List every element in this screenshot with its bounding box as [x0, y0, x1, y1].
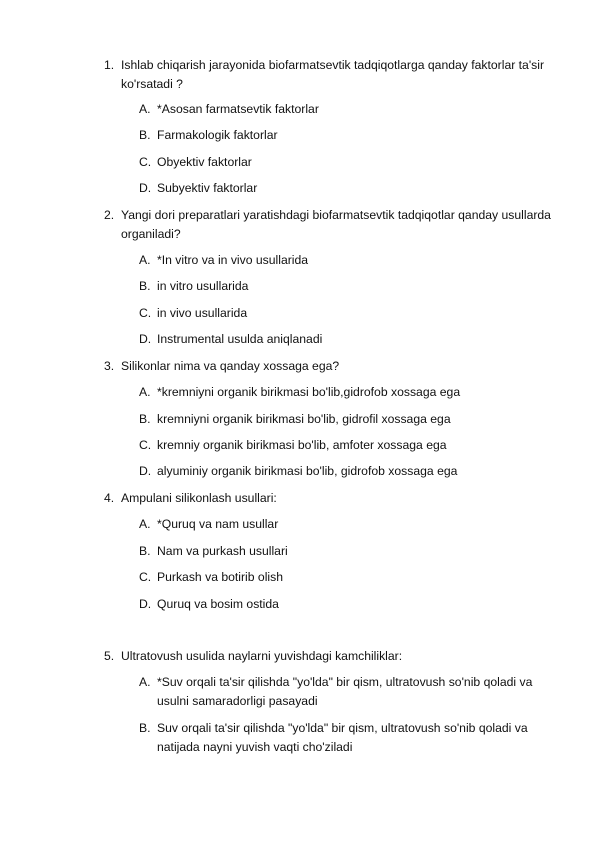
- question-number: 5.: [104, 649, 115, 663]
- question-number: 3.: [104, 359, 115, 373]
- question-3: [104, 357, 564, 376]
- option-text: *In vitro va in vivo usullarida: [157, 253, 309, 267]
- option-text: in vivo usullarida: [157, 306, 248, 320]
- option-5a: [139, 673, 554, 711]
- option-text: Obyektiv faktorlar: [157, 155, 252, 169]
- option-letter: B.: [139, 279, 151, 293]
- option-letter: C.: [139, 306, 152, 320]
- question-number: 2.: [104, 208, 115, 222]
- option-letter: B.: [139, 721, 151, 735]
- option-text: kremniyni organik birikmasi bo'lib, gidrofil xossaga ega: [157, 412, 451, 426]
- option-5b: [139, 719, 544, 757]
- question-5: [104, 647, 564, 666]
- option-2d: [139, 330, 559, 349]
- option-letter: D.: [139, 181, 152, 195]
- option-3c: [139, 436, 559, 455]
- option-letter: D.: [139, 464, 152, 478]
- option-text: Farmakologik faktorlar: [157, 128, 278, 142]
- option-text: Subyektiv faktorlar: [157, 181, 258, 195]
- option-3a: [139, 383, 559, 402]
- option-text: Instrumental usulda aniqlanadi: [157, 332, 323, 346]
- question-4: [104, 489, 564, 508]
- option-text: *Suv orqali ta'sir qilishda "yo'lda" bir qism, ultratovush so'nib qoladi va usulni samaradorligi pasayadi: [157, 675, 533, 708]
- option-letter: D.: [139, 332, 152, 346]
- option-letter: A.: [139, 517, 151, 531]
- question-number: 1.: [104, 58, 115, 72]
- question-text: Ultratovush usulida naylarni yuvishdagi kamchiliklar:: [121, 649, 403, 663]
- option-letter: D.: [139, 597, 152, 611]
- option-text: kremniy organik birikmasi bo'lib, amfoter xossaga ega: [157, 438, 447, 452]
- question-text: Ishlab chiqarish jarayonida biofarmatsevtik tadqiqotlarga qanday faktorlar ta'sir ko'rsatadi ?: [121, 58, 545, 91]
- question-text: Ampulani silikonlash usullari:: [121, 491, 277, 505]
- option-1b: [139, 126, 559, 145]
- option-letter: C.: [139, 155, 152, 169]
- option-4c: [139, 568, 559, 587]
- option-letter: B.: [139, 128, 151, 142]
- question-2: [104, 206, 564, 244]
- question-number: 4.: [104, 491, 115, 505]
- option-letter: A.: [139, 675, 151, 689]
- question-text: Yangi dori preparatlari yaratishdagi biofarmatsevtik tadqiqotlar qanday usullarda organiladi?: [121, 208, 551, 241]
- option-text: Suv orqali ta'sir qilishda "yo'lda" bir qism, ultratovush so'nib qoladi va natijada nayni yuvish vaqti cho'ziladi: [157, 721, 528, 754]
- option-letter: C.: [139, 570, 152, 584]
- option-2a: [139, 251, 559, 270]
- option-2b: [139, 277, 559, 296]
- option-letter: B.: [139, 412, 151, 426]
- option-text: alyuminiy organik birikmasi bo'lib, gidrofob xossaga ega: [157, 464, 458, 478]
- option-4d: [139, 595, 559, 614]
- option-letter: B.: [139, 544, 151, 558]
- option-1d: [139, 179, 559, 198]
- option-1a: [139, 100, 559, 119]
- option-2c: [139, 304, 559, 323]
- option-3b: [139, 410, 559, 429]
- option-text: Quruq va bosim ostida: [157, 597, 279, 611]
- option-3d: [139, 462, 559, 481]
- option-4a: [139, 515, 559, 534]
- question-1: [104, 56, 564, 94]
- option-letter: C.: [139, 438, 152, 452]
- option-text: Nam va purkash usullari: [157, 544, 288, 558]
- option-text: in vitro usullarida: [157, 279, 249, 293]
- option-text: *Quruq va nam usullar: [157, 517, 279, 531]
- option-letter: A.: [139, 102, 151, 116]
- option-letter: A.: [139, 385, 151, 399]
- question-text: Silikonlar nima va qanday xossaga ega?: [121, 359, 340, 373]
- option-text: Purkash va botirib olish: [157, 570, 283, 584]
- option-4b: [139, 542, 559, 561]
- option-letter: A.: [139, 253, 151, 267]
- option-text: *Asosan farmatsevtik faktorlar: [157, 102, 319, 116]
- option-text: *kremniyni organik birikmasi bo'lib,gidrofob xossaga ega: [157, 385, 461, 399]
- option-1c: [139, 153, 559, 172]
